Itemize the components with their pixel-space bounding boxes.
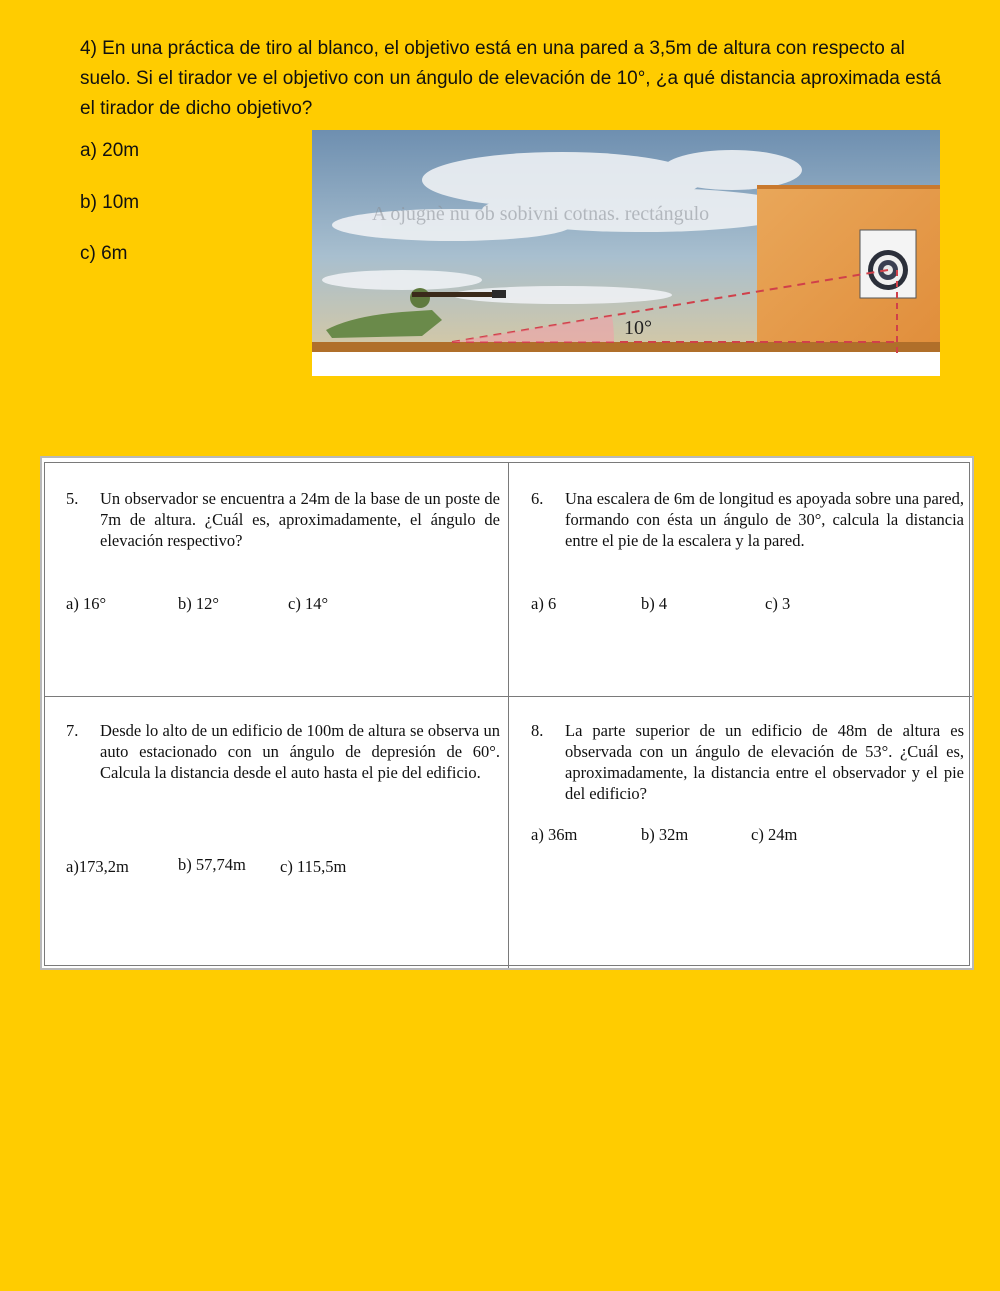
question-4-text: 4) En una práctica de tiro al blanco, el objetivo está en una pared a 3,5m de altura con respecto al suelo. Si el tirador ve el objetivo con un ángulo de elevación de 10°, ¿a qué distancia aproximada está el tirador de dicho objetivo? — [80, 38, 942, 119]
exercise-7 — [44, 720, 508, 960]
exercise-5 — [44, 488, 508, 688]
option-c[interactable]: c) 24m — [751, 825, 798, 844]
option-a[interactable]: a)173,2m — [66, 857, 129, 876]
option-b[interactable]: b) 4 — [641, 594, 668, 613]
exercise-number: 8. — [531, 721, 544, 740]
option-b[interactable]: b) 12° — [178, 594, 219, 613]
exercise-text: Un observador se encuentra a 24m de la base de un poste de 7m de altura. ¿Cuál es, aproximadamente, el ángulo de elevación respectivo? — [100, 489, 500, 550]
table-divider-horizontal — [44, 696, 972, 697]
exercise-8 — [509, 720, 972, 960]
question-4-option-c[interactable]: c) 6m — [80, 243, 128, 264]
exercise-number: 7. — [66, 721, 79, 740]
question-4-option-a[interactable]: a) 20m — [80, 140, 140, 161]
exercise-text: Una escalera de 6m de longitud es apoyada sobre una pared, formando con ésta un ángulo de 30°, calcula la distancia entre el pie de la escalera y la pared. — [565, 489, 964, 550]
question-4-option-b[interactable]: b) 10m — [80, 192, 140, 213]
option-c[interactable]: c) 14° — [288, 594, 329, 613]
option-b[interactable]: b) 57,74m — [178, 855, 246, 874]
faint-text: A ojugnè nu ob sobivni cotnas. rectángulo — [372, 203, 710, 225]
exercises-table — [40, 456, 974, 970]
exercise-number: 6. — [531, 489, 544, 508]
option-c[interactable]: c) 115,5m — [280, 857, 347, 876]
exercise-text: Desde lo alto de un edificio de 100m de altura se observa un auto estacionado con un ángulo de depresión de 60°. Calcula la distancia desde el auto hasta el pie del edificio. — [100, 721, 500, 782]
option-b[interactable]: b) 32m — [641, 825, 689, 844]
option-c[interactable]: c) 3 — [765, 594, 791, 613]
exercise-number: 5. — [66, 489, 79, 508]
shooting-illustration — [312, 130, 940, 376]
angle-label: 10° — [624, 317, 652, 339]
target-icon — [860, 230, 916, 298]
exercise-6 — [509, 488, 972, 688]
exercise-text: La parte superior de un edificio de 48m de altura es observada con un ángulo de elevación de 53°. ¿Cuál es, aproximadamente, la distancia entre el observador y el pie del edificio? — [565, 721, 964, 803]
option-a[interactable]: a) 16° — [66, 594, 107, 613]
option-a[interactable]: a) 6 — [531, 594, 557, 613]
option-a[interactable]: a) 36m — [531, 825, 578, 844]
